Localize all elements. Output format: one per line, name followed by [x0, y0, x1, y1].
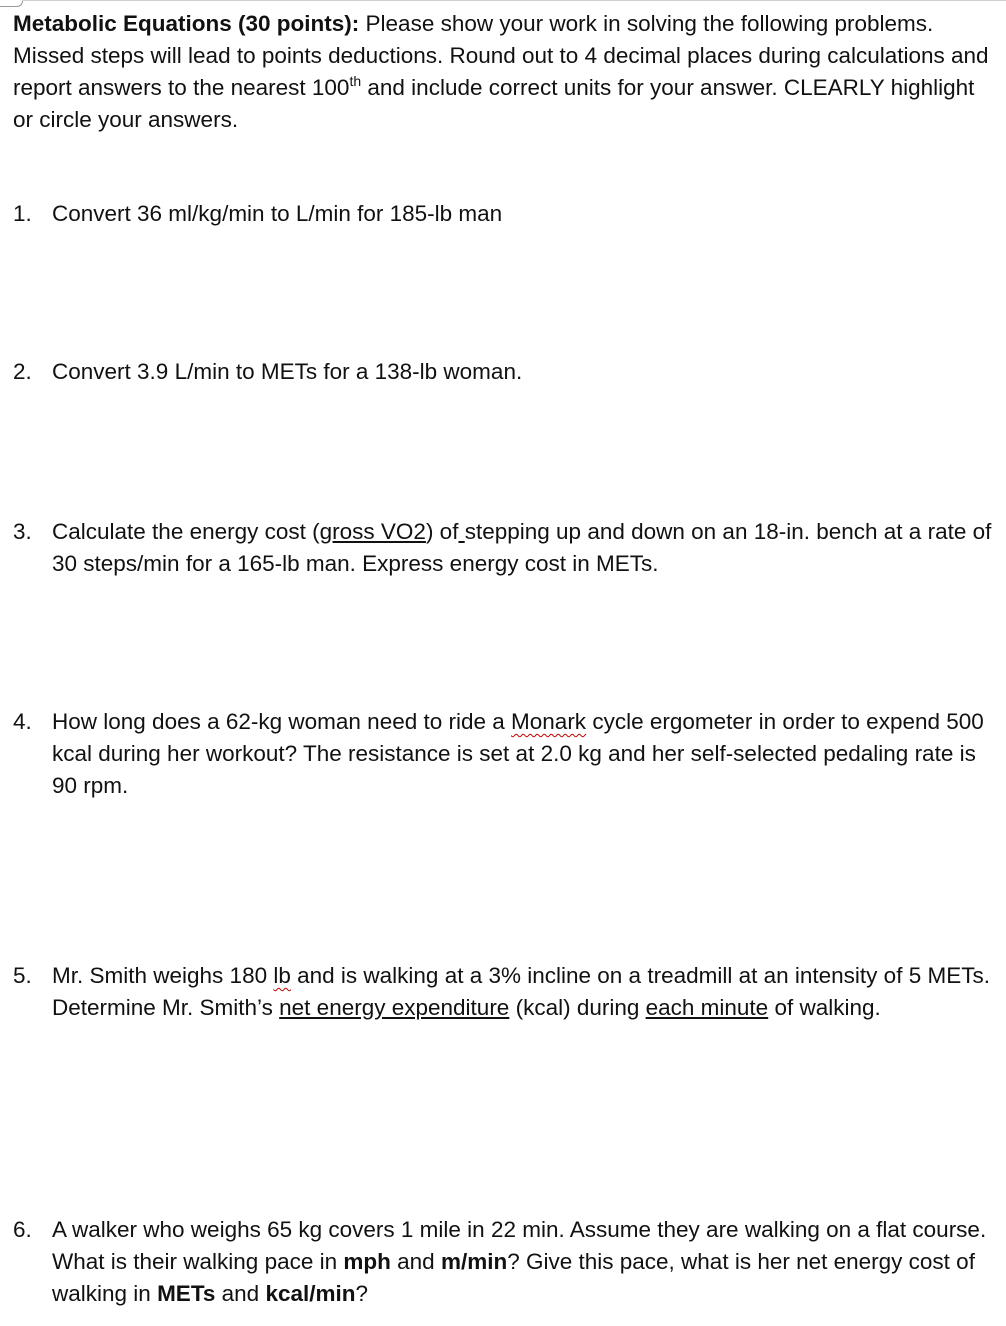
instructions-text-2: and include correct units for your answer. CLEARLY highlight or circle your answers. — [13, 75, 975, 132]
spellcheck-flagged-word: lb — [273, 963, 291, 988]
question-number: 2. — [13, 359, 32, 384]
text-segment: Calculate the energy cost ( — [52, 519, 320, 544]
bold-term-mph: mph — [343, 1249, 391, 1274]
question-text — [52, 706, 998, 802]
page-top-edge — [22, 0, 1006, 1]
question-2 — [13, 356, 998, 388]
instructions-paragraph — [13, 8, 998, 136]
text-segment: and — [390, 1249, 441, 1274]
section-title: Metabolic Equations (30 points): — [13, 11, 360, 36]
text-segment: (kcal) during — [509, 995, 646, 1020]
question-number: 5. — [13, 963, 32, 988]
text-segment: ? Give this pace, what is her net energy cost of walking in — [52, 1249, 975, 1306]
underlined-term-each-minute: each minute — [645, 995, 769, 1020]
spellcheck-flagged-word: Monark — [511, 709, 587, 734]
text-segment: Mr. Smith weighs 180 — [52, 963, 274, 988]
text-segment: of walking. — [768, 995, 881, 1020]
question-text: Convert 36 ml/kg/min to L/min for 185-lb man — [52, 201, 503, 226]
question-text: Convert 3.9 L/min to METs for a 138-lb woman. — [52, 359, 523, 384]
text-segment: and — [215, 1281, 266, 1306]
bold-term-kcal-min: kcal/min — [265, 1281, 356, 1306]
question-number: 1. — [13, 201, 32, 226]
question-number: 6. — [13, 1217, 32, 1242]
question-number: 3. — [13, 519, 32, 544]
question-3 — [13, 516, 998, 580]
question-number: 4. — [13, 709, 32, 734]
instructions-text-1: Please show your work in solving the following problems. Missed steps will lead to points deductions. Round out to 4 decimal places during calculations and report answers to the nearest 100 — [13, 11, 989, 100]
text-segment: How long does a 62-kg woman need to ride a — [52, 709, 512, 734]
text-segment: and is walking at a 3% incline on a treadmill at an intensity of 5 METs. Determine Mr. Smith’s — [52, 963, 990, 1020]
underlined-term-net-energy: net energy expenditure — [279, 995, 510, 1020]
question-6 — [13, 1214, 998, 1310]
question-text — [52, 516, 998, 580]
question-1 — [13, 198, 998, 230]
bold-term-mets: METs — [157, 1281, 216, 1306]
bold-term-m-min: m/min — [440, 1249, 508, 1274]
text-segment: ) of — [425, 519, 459, 544]
instructions-superscript: th — [349, 73, 362, 89]
question-5 — [13, 960, 998, 1024]
question-text — [52, 1214, 998, 1310]
question-text — [52, 960, 998, 1024]
text-segment: cycle ergometer in order to expend 500 kcal during her workout? The resistance is set at 2.0 kg and her self-selected pedaling rate is 90 rpm. — [52, 709, 984, 798]
question-4 — [13, 706, 998, 802]
text-segment: ? — [355, 1281, 369, 1306]
underlined-term-gross-vo2: gross VO2 — [319, 519, 426, 544]
text-segment: A walker who weighs 65 kg covers 1 mile in 22 min. Assume they are walking on a flat course. What is their walking pace in — [52, 1217, 987, 1274]
text-segment: stepping up and down on an 18-in. bench at a rate of 30 steps/min for a 165-lb man. Express energy cost in METs. — [52, 519, 992, 576]
page-corner-mark — [0, 0, 23, 7]
